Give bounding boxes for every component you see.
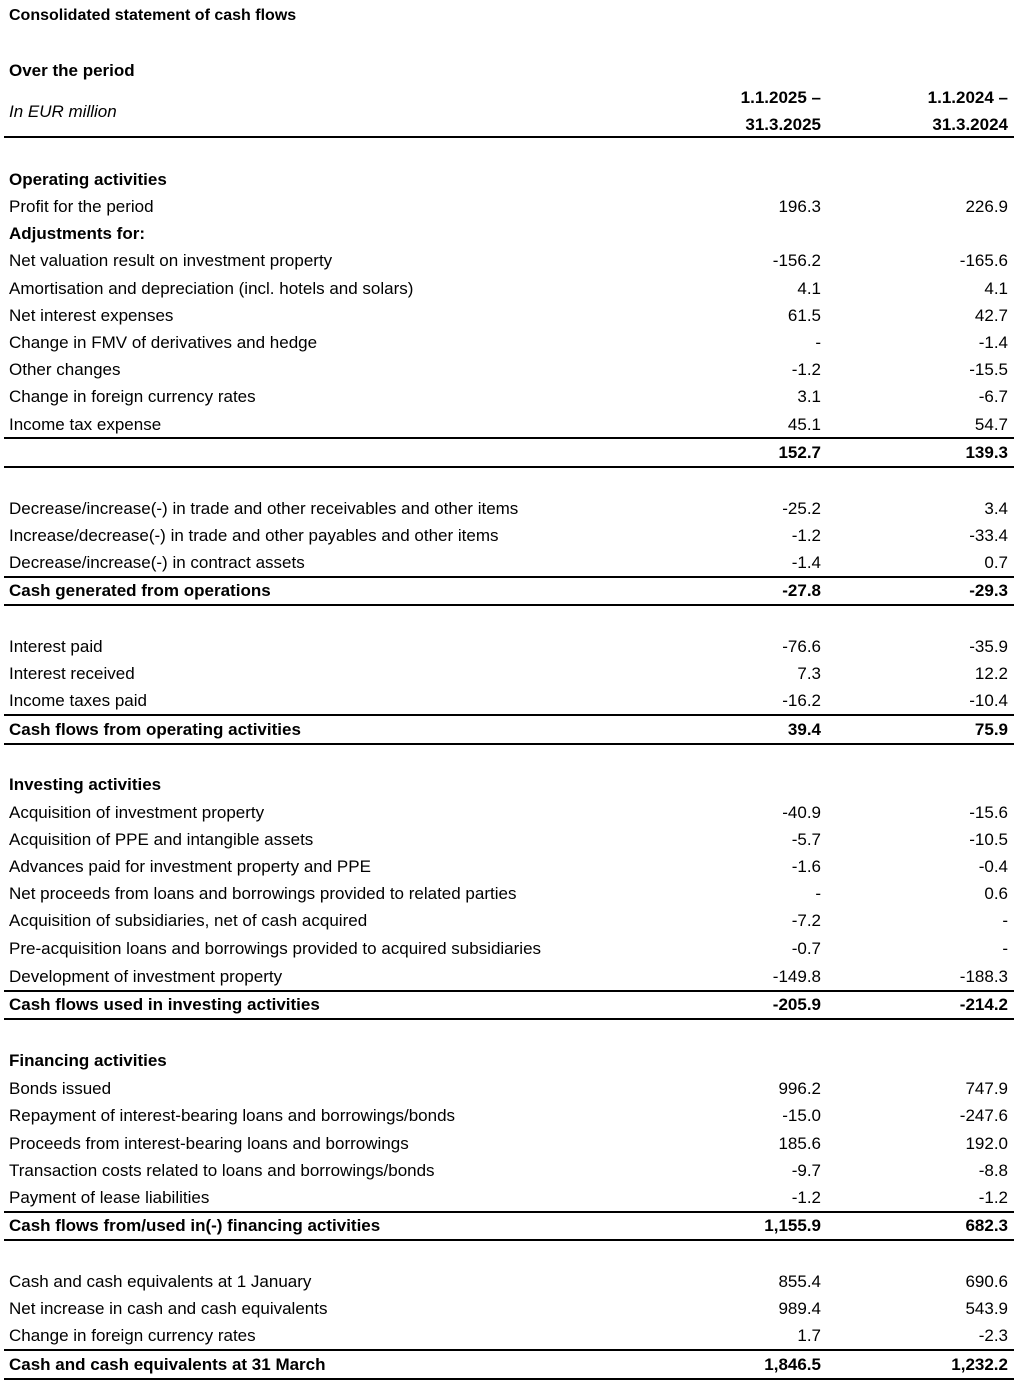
table-row [0, 964, 1020, 990]
value-2024: 690.6 [965, 1272, 1008, 1291]
value-2024: -165.6 [959, 251, 1008, 270]
table-row [0, 303, 1020, 329]
row-label: Financing activities [9, 1051, 167, 1070]
value-2024: 0.6 [984, 884, 1008, 903]
value-2024: 3.4 [984, 499, 1008, 518]
value-2025: -1.2 [791, 1188, 821, 1207]
row-label: Acquisition of PPE and intangible assets [9, 830, 314, 849]
value-2025: 45.1 [787, 415, 821, 434]
table-row [0, 357, 1020, 383]
table-row [0, 1296, 1020, 1322]
value-2024: -247.6 [959, 1106, 1008, 1125]
row-label: Cash and cash equivalents at 1 January [9, 1272, 312, 1291]
table-row [0, 384, 1020, 410]
row-label: Other changes [9, 360, 121, 379]
table-row [0, 908, 1020, 934]
value-2024: 226.9 [965, 197, 1008, 216]
row-label: Acquisition of subsidiaries, net of cash acquired [9, 911, 368, 930]
row-label: Interest received [9, 664, 135, 683]
row-label: Operating activities [9, 170, 167, 189]
row-divider [4, 1018, 1014, 1020]
table-row [0, 661, 1020, 687]
total-row [0, 578, 1020, 604]
value-2024: - [1002, 911, 1008, 930]
value-2025: -205.9 [772, 995, 821, 1014]
table-row [0, 496, 1020, 522]
value-2025: -0.7 [791, 939, 821, 958]
total-row [0, 1352, 1020, 1378]
value-2025: -149.8 [772, 967, 821, 986]
total-row [0, 717, 1020, 743]
row-label: Change in FMV of derivatives and hedge [9, 333, 318, 352]
value-2025: -1.2 [791, 360, 821, 379]
row-label: Income tax expense [9, 415, 162, 434]
value-2024: -2.3 [978, 1326, 1008, 1345]
unit-label: In EUR million [9, 102, 117, 121]
value-2025: 39.4 [787, 720, 821, 739]
table-row [0, 523, 1020, 549]
row-label: Cash and cash equivalents at 31 March [9, 1355, 326, 1374]
section-heading-operating [0, 167, 1020, 193]
period-label: Over the period [9, 61, 135, 80]
value-2025: - [815, 884, 821, 903]
value-2025: 855.4 [778, 1272, 821, 1291]
table-row [0, 248, 1020, 274]
row-label: Increase/decrease(-) in trade and other payables and other items [9, 526, 499, 545]
table-row [0, 1076, 1020, 1102]
table-row [0, 1185, 1020, 1211]
value-2024: 42.7 [974, 306, 1008, 325]
value-2025: -9.7 [791, 1161, 821, 1180]
value-2025: 196.3 [778, 197, 821, 216]
table-row [0, 854, 1020, 880]
row-divider [4, 437, 1014, 439]
value-2025: -25.2 [782, 499, 821, 518]
value-2024: -214.2 [959, 995, 1008, 1014]
value-2024: -33.4 [969, 526, 1008, 545]
row-label: Investing activities [9, 775, 162, 794]
value-2025: -15.0 [782, 1106, 821, 1125]
row-label: Net proceeds from loans and borrowings provided to related parties [9, 884, 517, 903]
table-row [0, 1323, 1020, 1349]
value-2024: 4.1 [984, 279, 1008, 298]
value-2025: -76.6 [782, 637, 821, 656]
value-2025: -1.2 [791, 526, 821, 545]
value-2025: -5.7 [791, 830, 821, 849]
row-label: Payment of lease liabilities [9, 1188, 210, 1207]
value-2025: -1.6 [791, 857, 821, 876]
table-row [0, 550, 1020, 576]
value-2024: - [1002, 939, 1008, 958]
row-label: Proceeds from interest-bearing loans and borrowings [9, 1134, 409, 1153]
value-2025: 61.5 [787, 306, 821, 325]
section-heading-investing [0, 772, 1020, 798]
row-label: Cash flows from operating activities [9, 720, 301, 739]
row-label: Development of investment property [9, 967, 283, 986]
column-header-2024-line1: 1.1.2024 – [927, 88, 1008, 107]
value-2025: 7.3 [797, 664, 821, 683]
table-row [0, 1269, 1020, 1295]
row-label: Decrease/increase(-) in contract assets [9, 553, 305, 572]
value-2025: -1.4 [791, 553, 821, 572]
value-2024: -1.2 [978, 1188, 1008, 1207]
row-label: Acquisition of investment property [9, 803, 265, 822]
row-label: Income taxes paid [9, 691, 147, 710]
value-2025: -156.2 [772, 251, 821, 270]
table-row [0, 827, 1020, 853]
row-label: Net interest expenses [9, 306, 174, 325]
row-label: Cash generated from operations [9, 581, 271, 600]
subheading-adjustments [0, 221, 1020, 247]
value-2024: 1,232.2 [951, 1355, 1008, 1374]
row-label: Bonds issued [9, 1079, 112, 1098]
value-2025: 152.7 [778, 443, 821, 462]
row-label: Amortisation and depreciation (incl. hotels and solars) [9, 279, 414, 298]
row-divider [4, 466, 1014, 468]
section-heading-financing [0, 1048, 1020, 1074]
value-2024: 139.3 [965, 443, 1008, 462]
row-label: Pre-acquisition loans and borrowings provided to acquired subsidiaries [9, 939, 542, 958]
table-row [0, 936, 1020, 962]
value-2024: -15.5 [969, 360, 1008, 379]
value-2024: -188.3 [959, 967, 1008, 986]
row-label: Transaction costs related to loans and borrowings/bonds [9, 1161, 435, 1180]
total-row [0, 1213, 1020, 1239]
row-divider [4, 604, 1014, 606]
value-2025: 1,155.9 [764, 1216, 821, 1235]
value-2025: -7.2 [791, 911, 821, 930]
row-divider [4, 714, 1014, 716]
value-2025: 1.7 [797, 1326, 821, 1345]
value-2025: -40.9 [782, 803, 821, 822]
row-label: Advances paid for investment property and PPE [9, 857, 371, 876]
value-2025: 996.2 [778, 1079, 821, 1098]
row-label: Change in foreign currency rates [9, 1326, 256, 1345]
row-divider [4, 743, 1014, 745]
value-2025: 989.4 [778, 1299, 821, 1318]
value-2024: 54.7 [974, 415, 1008, 434]
value-2024: 543.9 [965, 1299, 1008, 1318]
total-row [0, 992, 1020, 1018]
row-label: Cash flows from/used in(-) financing activities [9, 1216, 381, 1235]
value-2025: 185.6 [778, 1134, 821, 1153]
value-2024: 12.2 [974, 664, 1008, 683]
row-label: Profit for the period [9, 197, 154, 216]
header-divider [4, 136, 1014, 138]
table-row [0, 1103, 1020, 1129]
table-row [0, 330, 1020, 356]
value-2025: 4.1 [797, 279, 821, 298]
row-divider [4, 1239, 1014, 1241]
value-2024: 75.9 [974, 720, 1008, 739]
value-2024: -29.3 [969, 581, 1008, 600]
table-row [0, 634, 1020, 660]
column-header-2025-line2: 31.3.2025 [745, 115, 821, 134]
value-2024: -10.5 [969, 830, 1008, 849]
table-row [0, 412, 1020, 438]
subtotal-row [0, 440, 1020, 466]
value-2024: -8.8 [978, 1161, 1008, 1180]
value-2024: 747.9 [965, 1079, 1008, 1098]
column-header-2025-line1: 1.1.2025 – [740, 88, 821, 107]
value-2024: -15.6 [969, 803, 1008, 822]
value-2024: -1.4 [978, 333, 1008, 352]
row-label: Repayment of interest-bearing loans and borrowings/bonds [9, 1106, 456, 1125]
value-2024: -6.7 [978, 387, 1008, 406]
row-divider [4, 1349, 1014, 1351]
row-divider [4, 1378, 1014, 1380]
table-row [0, 688, 1020, 714]
value-2025: -16.2 [782, 691, 821, 710]
value-2024: 0.7 [984, 553, 1008, 572]
row-label: Interest paid [9, 637, 103, 656]
row-label: Decrease/increase(-) in trade and other receivables and other items [9, 499, 519, 518]
table-row [0, 881, 1020, 907]
row-label: Adjustments for: [9, 224, 145, 243]
value-2024: -0.4 [978, 857, 1008, 876]
table-row [0, 1131, 1020, 1157]
value-2024: -10.4 [969, 691, 1008, 710]
value-2025: 3.1 [797, 387, 821, 406]
value-2024: 192.0 [965, 1134, 1008, 1153]
row-label: Change in foreign currency rates [9, 387, 256, 406]
value-2024: 682.3 [965, 1216, 1008, 1235]
statement-title: Consolidated statement of cash flows [9, 7, 297, 24]
value-2025: -27.8 [782, 581, 821, 600]
table-row [0, 276, 1020, 302]
row-label: Net valuation result on investment property [9, 251, 333, 270]
value-2025: - [815, 333, 821, 352]
value-2024: -35.9 [969, 637, 1008, 656]
table-row [0, 194, 1020, 220]
table-row [0, 1158, 1020, 1184]
column-header-2024-line2: 31.3.2024 [932, 115, 1008, 134]
row-label: Net increase in cash and cash equivalents [9, 1299, 328, 1318]
row-label: Cash flows used in investing activities [9, 995, 320, 1014]
table-row [0, 800, 1020, 826]
value-2025: 1,846.5 [764, 1355, 821, 1374]
